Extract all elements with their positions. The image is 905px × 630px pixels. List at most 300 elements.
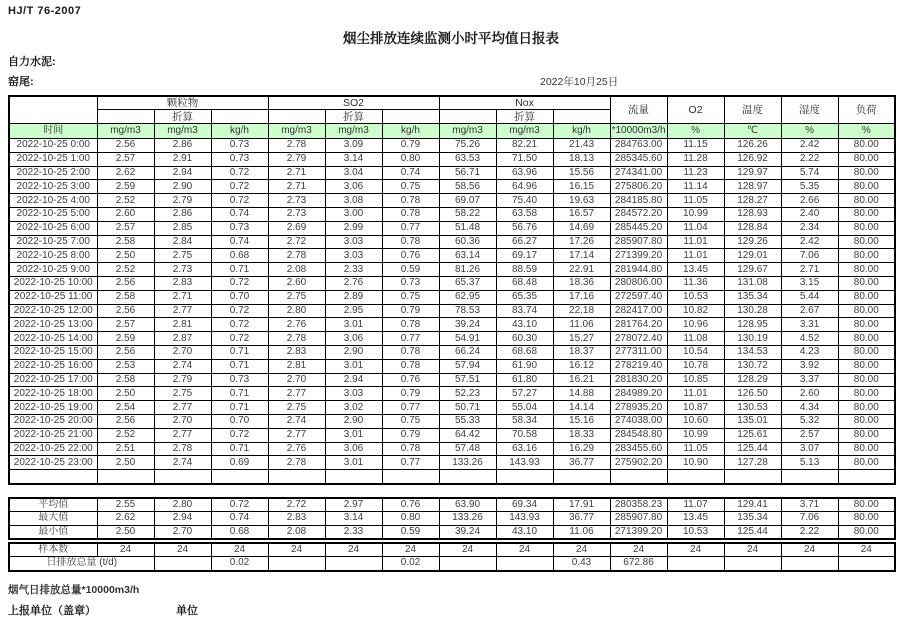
value-cell: 129.67 [724,263,781,277]
empty-cell [496,470,553,484]
value-cell: 278219.40 [610,359,667,373]
value-cell: 0.79 [382,428,439,442]
value-cell: 10.90 [667,456,724,470]
unit-cell: kg/h [382,124,439,139]
value-cell: 11.06 [553,318,610,332]
counts-table [8,542,896,572]
value-cell: 278072.40 [610,332,667,346]
value-cell: 3.37 [781,373,838,387]
value-cell: 10.53 [667,290,724,304]
value-cell: 3.03 [325,387,382,401]
value-cell: 135.01 [724,415,781,429]
time-cell: 2022-10-25 20:00 [9,415,97,429]
value-cell: 2.91 [154,152,211,166]
converted-label: 折算 [496,110,553,124]
value-cell: 57.51 [439,373,496,387]
value-cell: 24 [154,543,211,557]
value-cell: 83.74 [496,304,553,318]
value-cell: 80.00 [838,428,895,442]
value-cell: 2.59 [97,332,154,346]
value-cell: 2.76 [325,277,382,291]
empty-cell [838,470,895,484]
value-cell: 275806.20 [610,180,667,194]
unit-cell: *10000m3/h [610,124,667,139]
value-cell: 36.77 [553,456,610,470]
value-cell: 0.71 [211,442,268,456]
value-cell [724,557,781,571]
location-label: 窑尾: [8,76,34,88]
value-cell: 128.97 [724,180,781,194]
value-cell: 2.75 [268,401,325,415]
value-cell: 15.27 [553,332,610,346]
table-row [9,387,895,401]
value-cell: 2.08 [268,263,325,277]
value-cell: 63.90 [439,498,496,512]
value-cell: 125.44 [724,442,781,456]
value-cell: 2.78 [268,332,325,346]
value-cell: 0.79 [382,304,439,318]
value-cell: 3.06 [325,332,382,346]
value-cell: 0.78 [382,442,439,456]
table-row [9,373,895,387]
value-cell: 274341.00 [610,166,667,180]
value-cell: 11.36 [667,277,724,291]
value-cell: 3.06 [325,180,382,194]
value-cell: 11.01 [667,249,724,263]
value-cell: 11.07 [667,498,724,512]
value-cell: 0.72 [211,304,268,318]
value-cell: 10.87 [667,401,724,415]
value-cell: 70.58 [496,428,553,442]
time-cell: 2022-10-25 8:00 [9,249,97,263]
value-cell: 3.31 [781,318,838,332]
table-row [9,277,895,291]
value-cell: 24 [325,543,382,557]
value-cell: 130.19 [724,332,781,346]
value-cell: 7.06 [781,249,838,263]
unit-cell: ℃ [724,124,781,139]
value-cell: 69.07 [439,194,496,208]
value-cell: 10.53 [667,525,724,539]
value-cell: 128.84 [724,221,781,235]
value-cell: 80.00 [838,415,895,429]
converted-label: 折算 [325,110,382,124]
value-cell: 2.76 [268,442,325,456]
value-cell: 282417.00 [610,304,667,318]
report-unit-label: 上报单位（盖章） [8,604,96,617]
value-cell: 55.33 [439,415,496,429]
time-cell: 2022-10-25 19:00 [9,401,97,415]
value-cell: 128.29 [724,373,781,387]
page-title: 烟尘排放连续监测小时平均值日报表 [343,31,559,46]
value-cell: 128.93 [724,208,781,222]
table-row [9,442,895,456]
time-cell: 2022-10-25 16:00 [9,359,97,373]
value-cell: 2.89 [325,290,382,304]
value-cell: 0.43 [553,557,610,571]
value-cell: 78.53 [439,304,496,318]
value-cell: 69.34 [496,498,553,512]
empty-cell [211,470,268,484]
value-cell: 0.78 [382,359,439,373]
time-cell: 2022-10-25 3:00 [9,180,97,194]
value-cell: 125.61 [724,428,781,442]
value-cell: 129.26 [724,235,781,249]
value-cell: 2.50 [97,456,154,470]
value-cell: 58.22 [439,208,496,222]
value-cell: 130.53 [724,401,781,415]
value-cell: 2.33 [325,263,382,277]
value-cell: 22.91 [553,263,610,277]
value-cell: 24 [724,543,781,557]
value-cell: 0.72 [211,180,268,194]
value-cell: 2.94 [154,511,211,525]
value-cell: 80.00 [838,152,895,166]
value-cell: 2.52 [97,428,154,442]
value-cell: 16.12 [553,359,610,373]
col-humidity: 湿度 [781,96,838,124]
value-cell: 2.56 [97,304,154,318]
value-cell: 0.02 [211,557,268,571]
value-cell: 2.55 [97,498,154,512]
value-cell: 10.85 [667,373,724,387]
unit-header-row [9,124,895,139]
value-cell: 126.26 [724,139,781,153]
value-cell: 39.24 [439,318,496,332]
value-cell: 2.40 [781,208,838,222]
value-cell: 50.71 [439,401,496,415]
value-cell: 63.96 [496,166,553,180]
value-cell: 80.00 [838,318,895,332]
empty-cell [268,470,325,484]
unit-cell: % [781,124,838,139]
value-cell: 2.62 [97,166,154,180]
value-cell: 0.72 [211,194,268,208]
value-cell: 0.74 [211,208,268,222]
value-cell: 2.84 [154,235,211,249]
value-cell: 2.79 [154,194,211,208]
value-cell: 18.33 [553,428,610,442]
table-row [9,318,895,332]
value-cell: 24 [667,543,724,557]
empty-cell [553,470,610,484]
daily-total-label: 日排放总量 (t/d) [9,557,154,571]
blank-cell [268,110,325,124]
time-cell: 2022-10-25 14:00 [9,332,97,346]
value-cell: 2.53 [97,359,154,373]
value-cell: 0.72 [211,166,268,180]
value-cell: 2.80 [268,304,325,318]
value-cell: 11.15 [667,139,724,153]
value-cell: 2.69 [268,221,325,235]
value-cell: 2.76 [268,318,325,332]
value-cell: 7.06 [781,511,838,525]
col-o2: O2 [667,96,724,124]
unit-cell: mg/m3 [97,124,154,139]
table-row [9,415,895,429]
value-cell: 43.10 [496,525,553,539]
value-cell: 2.81 [268,359,325,373]
time-cell: 2022-10-25 2:00 [9,166,97,180]
value-cell [154,557,211,571]
value-cell: 39.24 [439,525,496,539]
value-cell: 3.09 [325,139,382,153]
value-cell: 80.00 [838,166,895,180]
value-cell: 284572.20 [610,208,667,222]
empty-cell [781,470,838,484]
value-cell: 2.62 [97,511,154,525]
value-cell: 126.50 [724,387,781,401]
value-cell: 280358.23 [610,498,667,512]
table-row [9,401,895,415]
value-cell: 2.73 [154,263,211,277]
value-cell: 2.75 [154,249,211,263]
value-cell: 2.90 [325,415,382,429]
value-cell: 0.76 [382,498,439,512]
value-cell: 82.21 [496,139,553,153]
value-cell: 16.15 [553,180,610,194]
value-cell: 143.93 [496,511,553,525]
value-cell: 80.00 [838,332,895,346]
value-cell: 66.27 [496,235,553,249]
value-cell: 0.71 [211,387,268,401]
value-cell: 2.78 [268,249,325,263]
empty-cell [610,470,667,484]
value-cell: 43.10 [496,318,553,332]
value-cell: 2.51 [97,442,154,456]
blank-cell [382,110,439,124]
time-cell: 2022-10-25 1:00 [9,152,97,166]
table-row [9,346,895,360]
value-cell: 88.59 [496,263,553,277]
value-cell: 285907.80 [610,511,667,525]
table-row [9,235,895,249]
summary-label: 平均值 [9,498,97,512]
value-cell: 0.79 [382,139,439,153]
time-cell: 2022-10-25 18:00 [9,387,97,401]
value-cell: 80.00 [838,387,895,401]
footer-unit-line [8,602,905,616]
value-cell: 80.00 [838,194,895,208]
unit-cell: % [667,124,724,139]
value-cell: 275902.20 [610,456,667,470]
value-cell: 19.63 [553,194,610,208]
value-cell: 63.53 [439,152,496,166]
value-cell: 61.80 [496,373,553,387]
value-cell: 284989.20 [610,387,667,401]
value-cell: 2.73 [268,208,325,222]
value-cell: 0.70 [211,415,268,429]
value-cell: 2.70 [154,346,211,360]
unit-cell: kg/h [211,124,268,139]
value-cell: 0.69 [211,456,268,470]
value-cell: 24 [97,543,154,557]
table-row [9,332,895,346]
value-cell: 17.16 [553,290,610,304]
value-cell: 3.14 [325,511,382,525]
value-cell: 24 [838,543,895,557]
value-cell: 21.43 [553,139,610,153]
value-cell: 2.77 [268,428,325,442]
value-cell: 2.22 [781,152,838,166]
value-cell: 75.26 [439,139,496,153]
time-cell: 2022-10-25 9:00 [9,263,97,277]
value-cell: 64.42 [439,428,496,442]
value-cell: 2.79 [268,152,325,166]
value-cell: 0.72 [211,428,268,442]
value-cell: 271399.20 [610,525,667,539]
unit-label: 单位 [176,604,198,617]
table-row [9,221,895,235]
value-cell: 128.27 [724,194,781,208]
value-cell: 129.01 [724,249,781,263]
value-cell: 24 [496,543,553,557]
value-cell: 0.80 [382,511,439,525]
value-cell: 128.95 [724,318,781,332]
table-row [9,180,895,194]
value-cell: 13.45 [667,263,724,277]
value-cell: 2.57 [97,318,154,332]
value-cell: 24 [610,543,667,557]
value-cell: 0.72 [211,498,268,512]
value-cell: 65.37 [439,277,496,291]
value-cell: 14.14 [553,401,610,415]
value-cell: 2.60 [97,208,154,222]
value-cell: 66.24 [439,346,496,360]
value-cell: 24 [553,543,610,557]
empty-cell [382,470,439,484]
value-cell [439,557,496,571]
table-row [9,428,895,442]
value-cell: 3.01 [325,359,382,373]
value-cell [667,557,724,571]
time-cell: 2022-10-25 13:00 [9,318,97,332]
value-cell: 0.71 [211,359,268,373]
value-cell: 24 [439,543,496,557]
value-cell: 68.68 [496,346,553,360]
value-cell: 0.59 [382,525,439,539]
value-cell [496,557,553,571]
value-cell: 0.74 [211,511,268,525]
value-cell: 10.99 [667,428,724,442]
value-cell: 0.75 [382,415,439,429]
table-row [9,249,895,263]
value-cell: 65.35 [496,290,553,304]
value-cell: 80.00 [838,511,895,525]
value-cell: 2.86 [154,208,211,222]
value-cell: 130.28 [724,304,781,318]
value-cell: 0.78 [382,235,439,249]
value-cell: 2.33 [325,525,382,539]
value-cell: 80.00 [838,180,895,194]
value-cell: 80.00 [838,221,895,235]
value-cell: 278935.20 [610,401,667,415]
value-cell: 80.00 [838,208,895,222]
summary-row [9,498,895,512]
time-cell: 2022-10-25 15:00 [9,346,97,360]
value-cell: 2.78 [268,456,325,470]
value-cell: 2.77 [268,387,325,401]
value-cell: 2.87 [154,332,211,346]
value-cell: 69.17 [496,249,553,263]
value-cell: 277311.00 [610,346,667,360]
value-cell: 2.74 [154,359,211,373]
value-cell: 11.05 [667,442,724,456]
value-cell: 2.71 [781,263,838,277]
value-cell: 2.22 [781,525,838,539]
value-cell: 11.14 [667,180,724,194]
value-cell: 0.73 [211,152,268,166]
value-cell: 0.74 [211,235,268,249]
value-cell: 11.04 [667,221,724,235]
samples-row [9,543,895,557]
value-cell: 126.92 [724,152,781,166]
value-cell: 3.07 [781,442,838,456]
value-cell: 14.88 [553,387,610,401]
table-row [9,304,895,318]
value-cell: 2.72 [268,235,325,249]
value-cell: 2.42 [781,235,838,249]
value-cell: 11.23 [667,166,724,180]
value-cell: 0.77 [382,221,439,235]
value-cell: 13.45 [667,511,724,525]
value-cell: 64.96 [496,180,553,194]
value-cell: 2.56 [97,139,154,153]
value-cell: 2.83 [268,346,325,360]
unit-cell: mg/m3 [268,124,325,139]
value-cell [838,557,895,571]
value-cell: 2.72 [268,498,325,512]
time-cell: 2022-10-25 0:00 [9,139,97,153]
value-cell: 281830.20 [610,373,667,387]
value-cell: 80.00 [838,346,895,360]
value-cell: 2.56 [97,415,154,429]
value-cell: 271399.20 [610,249,667,263]
value-cell: 285445.20 [610,221,667,235]
summary-row [9,511,895,525]
value-cell: 2.58 [97,235,154,249]
value-cell: 3.14 [325,152,382,166]
group-so2: SO2 [268,96,439,110]
value-cell: 2.71 [268,166,325,180]
value-cell: 129.41 [724,498,781,512]
time-cell: 2022-10-25 7:00 [9,235,97,249]
value-cell: 2.86 [154,139,211,153]
value-cell: 56.76 [496,221,553,235]
value-cell: 2.50 [97,387,154,401]
value-cell: 135.34 [724,511,781,525]
value-cell: 2.08 [268,525,325,539]
value-cell: 80.00 [838,442,895,456]
value-cell: 2.90 [154,180,211,194]
value-cell: 57.48 [439,442,496,456]
time-cell: 2022-10-25 4:00 [9,194,97,208]
value-cell: 36.77 [553,511,610,525]
value-cell: 16.29 [553,442,610,456]
value-cell: 0.68 [211,525,268,539]
value-cell: 75.40 [496,194,553,208]
empty-cell [97,470,154,484]
value-cell: 63.16 [496,442,553,456]
value-cell: 2.56 [97,346,154,360]
value-cell: 133.26 [439,511,496,525]
value-cell: 80.00 [838,401,895,415]
daily-total-row [9,557,895,571]
value-cell: 2.83 [154,277,211,291]
value-cell: 10.60 [667,415,724,429]
table-row [9,152,895,166]
monitoring-table [8,95,896,485]
